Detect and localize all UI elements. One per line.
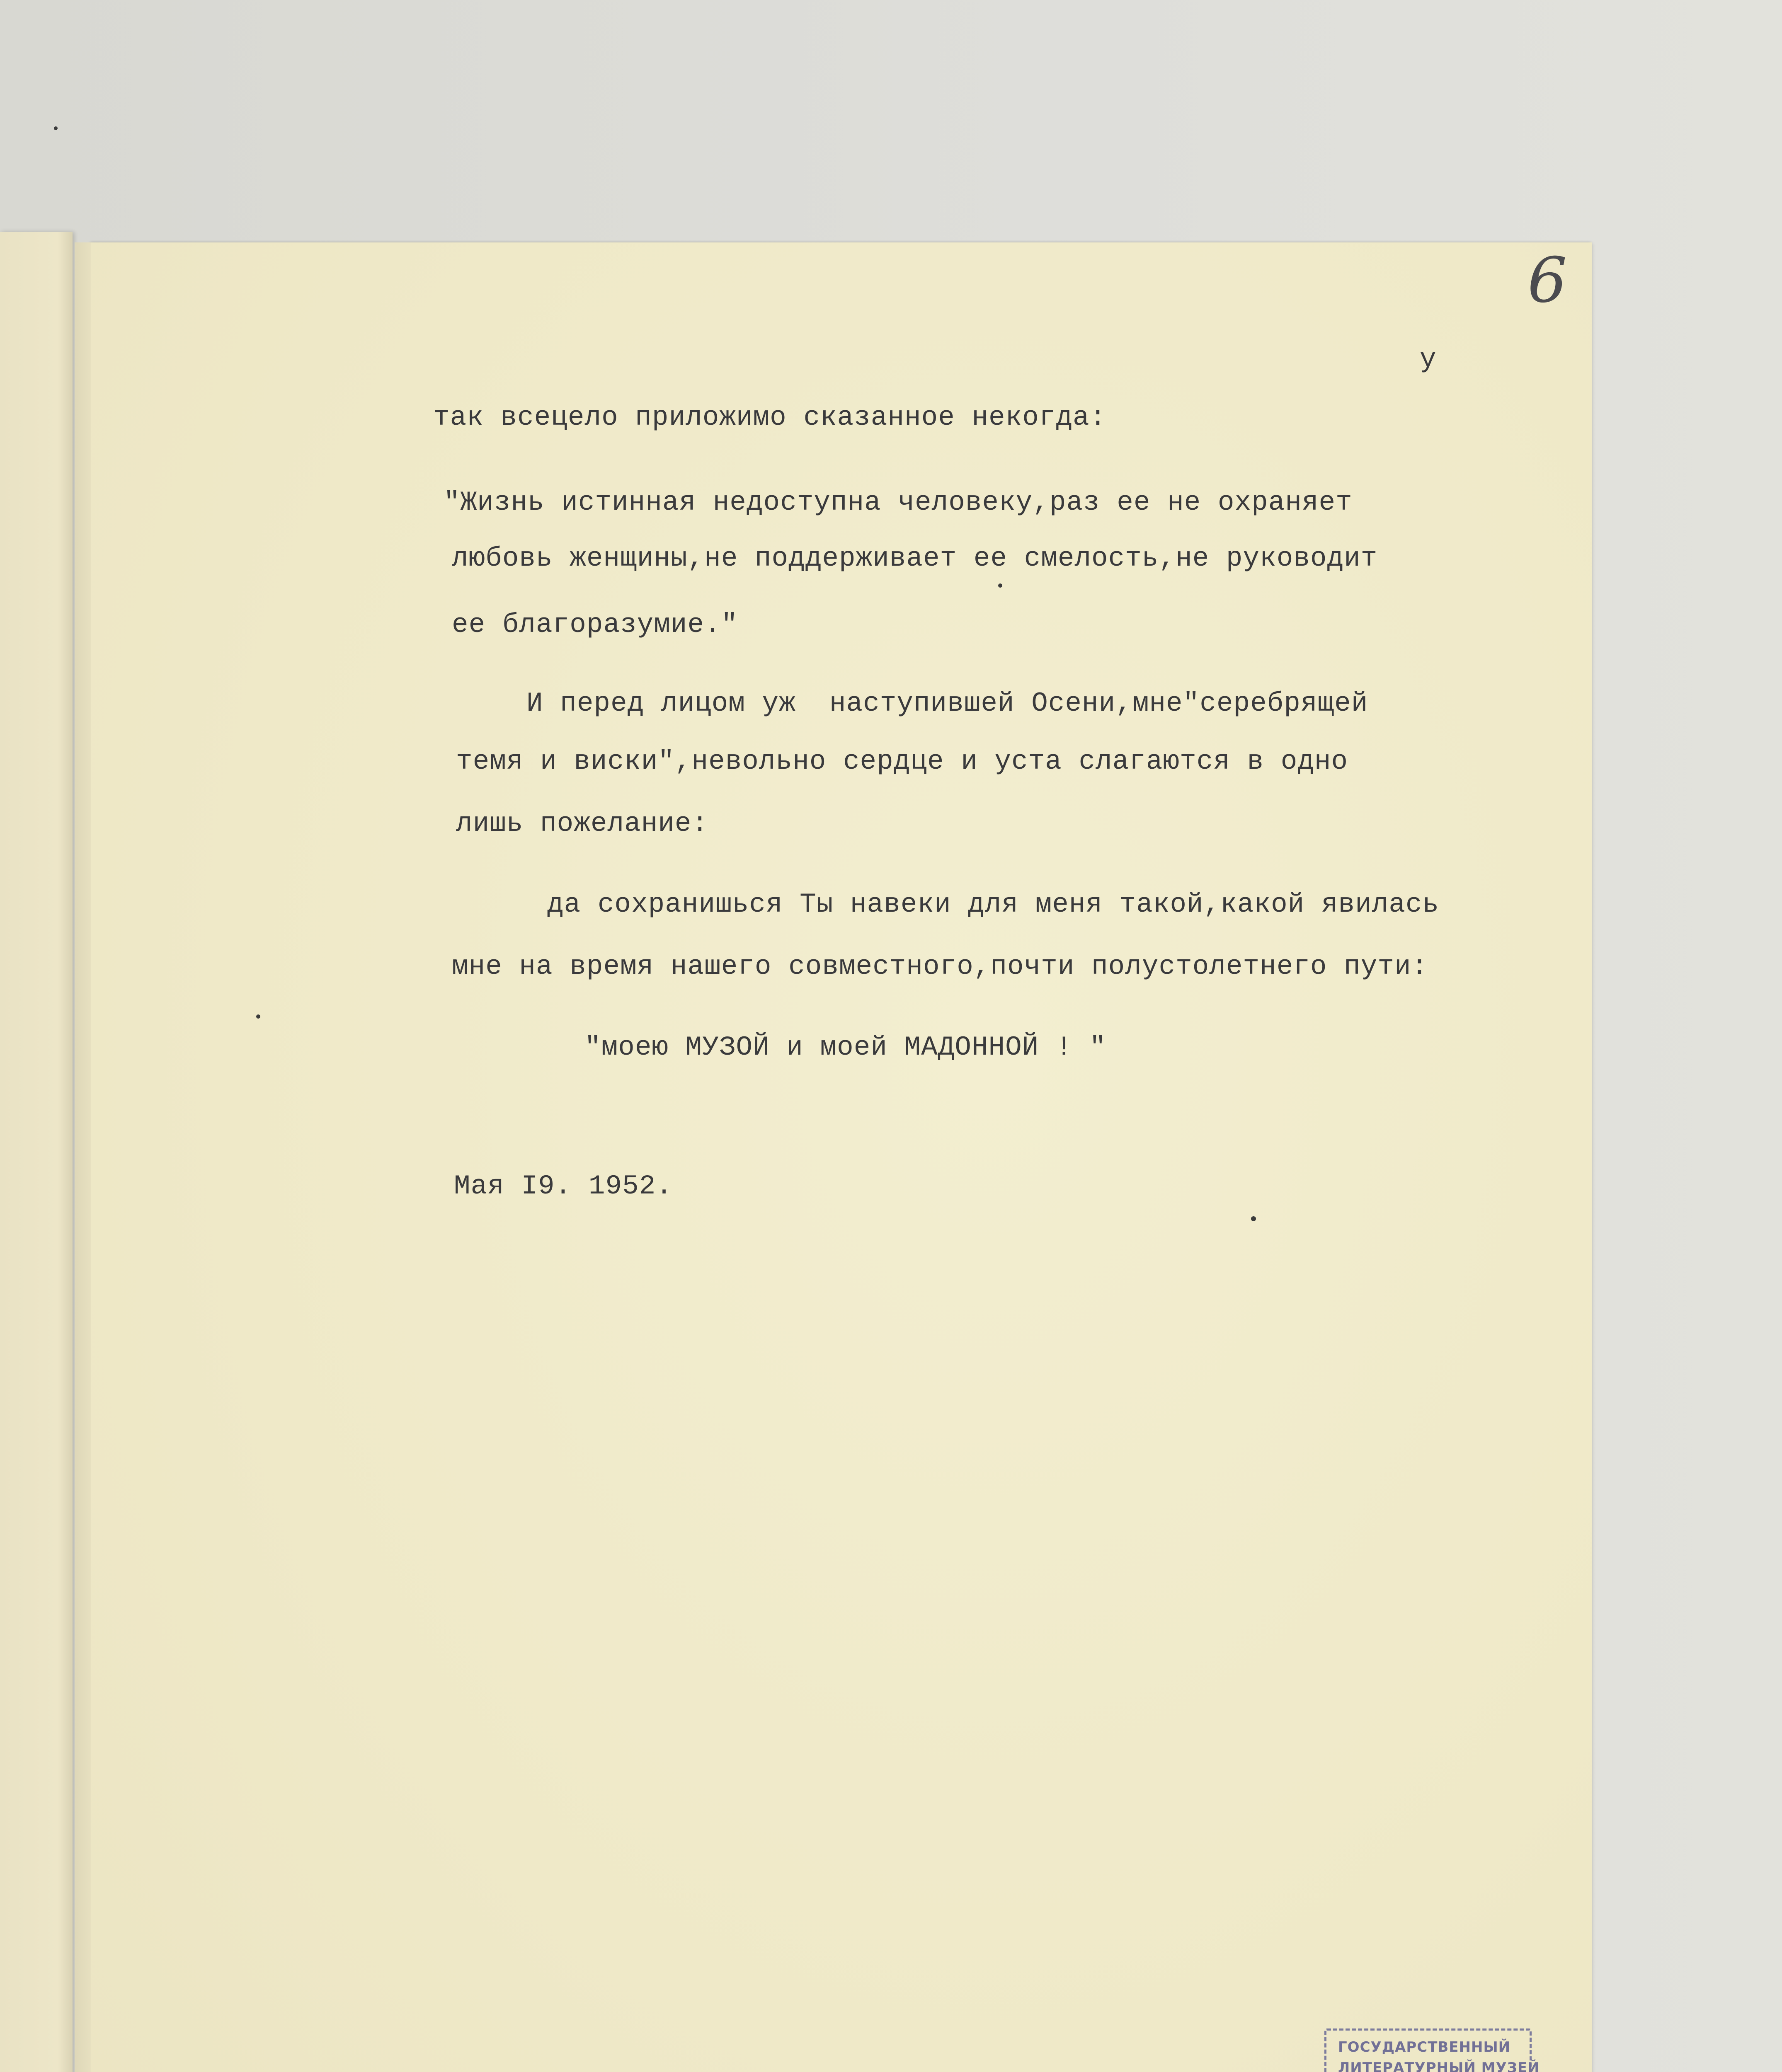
text-line: да сохранишься Ты навеки для меня такой,какой явилась [547, 889, 1440, 920]
text-line: так всецело приложимо сказанное некогда: [433, 402, 1107, 433]
text-line: ее благоразумие." [452, 609, 738, 640]
page-number: 6 [1527, 244, 1567, 317]
text-line: лишь пожелание: [456, 808, 709, 839]
paper-speck [1251, 1216, 1256, 1221]
text-line: И перед лицом уж наступившей Осени,мне"серебрящей [526, 688, 1368, 719]
text-line: темя и виски",невольно сердце и уста слагаются в одно [456, 746, 1348, 777]
previous-page-edge [0, 232, 73, 2072]
text-line: любовь женщины,не поддерживает ее смелость,не руководит [452, 543, 1378, 574]
stamp-line: ЛИТЕРАТУРНЫЙ МУЗЕЙ [1338, 2060, 1540, 2072]
paper-speck [54, 126, 58, 130]
text-line: "Жизнь истинная недоступна человеку,раз ее не охраняет [444, 487, 1353, 518]
text-line: мне на время нашего совместного,почти полустолетнего пути: [452, 951, 1428, 982]
archive-stamp [1324, 2028, 1540, 2072]
paper-speck [998, 583, 1002, 588]
text-line: у [1420, 344, 1437, 375]
date-line: Мая I9. 1952. [454, 1171, 673, 1202]
text-line: "моею МУЗОЙ и моей МАДОННОЙ ! " [584, 1032, 1106, 1063]
paper-speck [256, 1014, 260, 1019]
stamp-line: ГОСУДАРСТВЕННЫЙ [1338, 2039, 1511, 2055]
